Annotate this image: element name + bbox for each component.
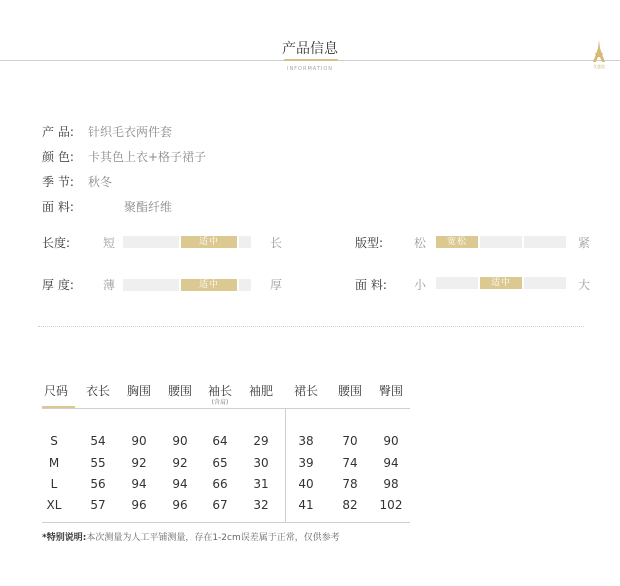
table-header-line [42, 408, 410, 409]
table-cell: 96 [131, 498, 147, 512]
logo-caption: 艾莲依 [593, 64, 605, 69]
scale-thickness-seg-2 [239, 279, 251, 291]
scale-high-thickness: 厚 [270, 278, 283, 292]
table-cell: 32 [253, 498, 269, 512]
table-cell: 90 [383, 434, 399, 448]
table-header-chest: 胸围 [126, 384, 151, 398]
table-cell: 98 [383, 477, 399, 491]
section-divider [38, 326, 584, 327]
scale-low-thickness: 薄 [103, 278, 116, 292]
table-header-skirt-waist: 腰围 [337, 384, 362, 398]
table-header-size: 尺码 [44, 384, 69, 398]
scale-low-fit: 松 [414, 236, 427, 250]
note-label: *特别说明: [42, 533, 87, 543]
scale-low-fabric: 小 [414, 278, 427, 292]
table-cell: 67 [212, 498, 228, 512]
table-header-sleeve-note: (含肩) [211, 399, 229, 406]
table-cell: L [50, 477, 58, 491]
table-cell: 57 [90, 498, 106, 512]
eiffel-tower-logo-icon [589, 40, 609, 64]
title-underline [284, 59, 338, 61]
table-header-sleeve: 袖长 [207, 384, 232, 398]
table-cell: M [48, 456, 60, 470]
table-cell: 96 [172, 498, 188, 512]
scale-length-seg-active: 适中 [181, 236, 237, 248]
table-cell: 65 [212, 456, 228, 470]
table-cell: 70 [342, 434, 358, 448]
table-cell: XL [46, 498, 62, 512]
table-header-length: 衣长 [85, 384, 110, 398]
scale-thickness-seg-active: 适中 [181, 279, 237, 291]
table-cell: 78 [342, 477, 358, 491]
table-cell: 40 [298, 477, 314, 491]
table-header-hip: 臀围 [378, 384, 403, 398]
scale-high-length: 长 [270, 236, 283, 250]
table-cell: 102 [379, 498, 403, 512]
scale-fit-seg-2 [524, 236, 566, 248]
table-cell: 54 [90, 434, 106, 448]
info-label-season: 季 节: [42, 175, 74, 189]
table-cell: S [50, 434, 58, 448]
table-cell: 92 [131, 456, 147, 470]
info-label-product: 产 品: [42, 125, 74, 139]
table-cell: 90 [172, 434, 188, 448]
header-line-left [0, 60, 284, 61]
info-value-season: 秋冬 [88, 175, 113, 189]
table-cell: 94 [383, 456, 399, 470]
table-header-sleeve-width: 袖肥 [248, 384, 273, 398]
scale-fabric-seg-2 [524, 277, 566, 289]
table-cell: 38 [298, 434, 314, 448]
info-value-color: 卡其色上衣+格子裙子 [88, 150, 207, 164]
note-text: 本次测量为人工平铺测量，存在1-2cm误差属于正常，仅供参考 [86, 533, 340, 543]
table-cell: 30 [253, 456, 269, 470]
page-subtitle: INFORMATION [286, 66, 334, 72]
table-cell: 94 [131, 477, 147, 491]
table-cell: 64 [212, 434, 228, 448]
info-value-fabric: 聚酯纤维 [124, 200, 173, 214]
table-cell: 55 [90, 456, 106, 470]
table-header-accent [42, 406, 75, 408]
table-cell: 41 [298, 498, 314, 512]
scale-length-seg-0 [123, 236, 179, 248]
scale-label-fabric: 面 料: [355, 278, 387, 292]
info-label-color: 颜 色: [42, 150, 74, 164]
table-cell: 92 [172, 456, 188, 470]
scale-fabric-seg-active: 适中 [480, 277, 522, 289]
table-cell: 74 [342, 456, 358, 470]
scale-length-seg-2 [239, 236, 251, 248]
scale-label-fit: 版型: [355, 236, 384, 250]
measurement-note [42, 530, 340, 543]
table-cell: 82 [342, 498, 358, 512]
scale-high-fit: 紧 [578, 236, 591, 250]
scale-fit-seg-active: 宽松 [436, 236, 478, 248]
info-label-fabric: 面 料: [42, 200, 74, 214]
scale-thickness-seg-0 [123, 279, 179, 291]
header-line-right [338, 60, 620, 61]
table-cell: 31 [253, 477, 269, 491]
scale-label-thickness: 厚 度: [42, 278, 74, 292]
scale-fabric-seg-0 [436, 277, 478, 289]
table-cell: 56 [90, 477, 106, 491]
table-cell: 90 [131, 434, 147, 448]
scale-high-fabric: 大 [578, 278, 591, 292]
scale-fit-seg-1 [480, 236, 522, 248]
table-cell: 29 [253, 434, 269, 448]
table-cell: 94 [172, 477, 188, 491]
table-cell: 39 [298, 456, 314, 470]
table-header-waist: 腰围 [167, 384, 192, 398]
scale-label-length: 长度: [42, 236, 71, 250]
info-value-product: 针织毛衣两件套 [88, 125, 173, 139]
table-cell: 66 [212, 477, 228, 491]
scale-low-length: 短 [103, 236, 116, 250]
page-title: 产品信息 [282, 41, 338, 57]
table-bottom-line [42, 522, 410, 523]
table-header-skirt-length: 裙长 [293, 384, 318, 398]
